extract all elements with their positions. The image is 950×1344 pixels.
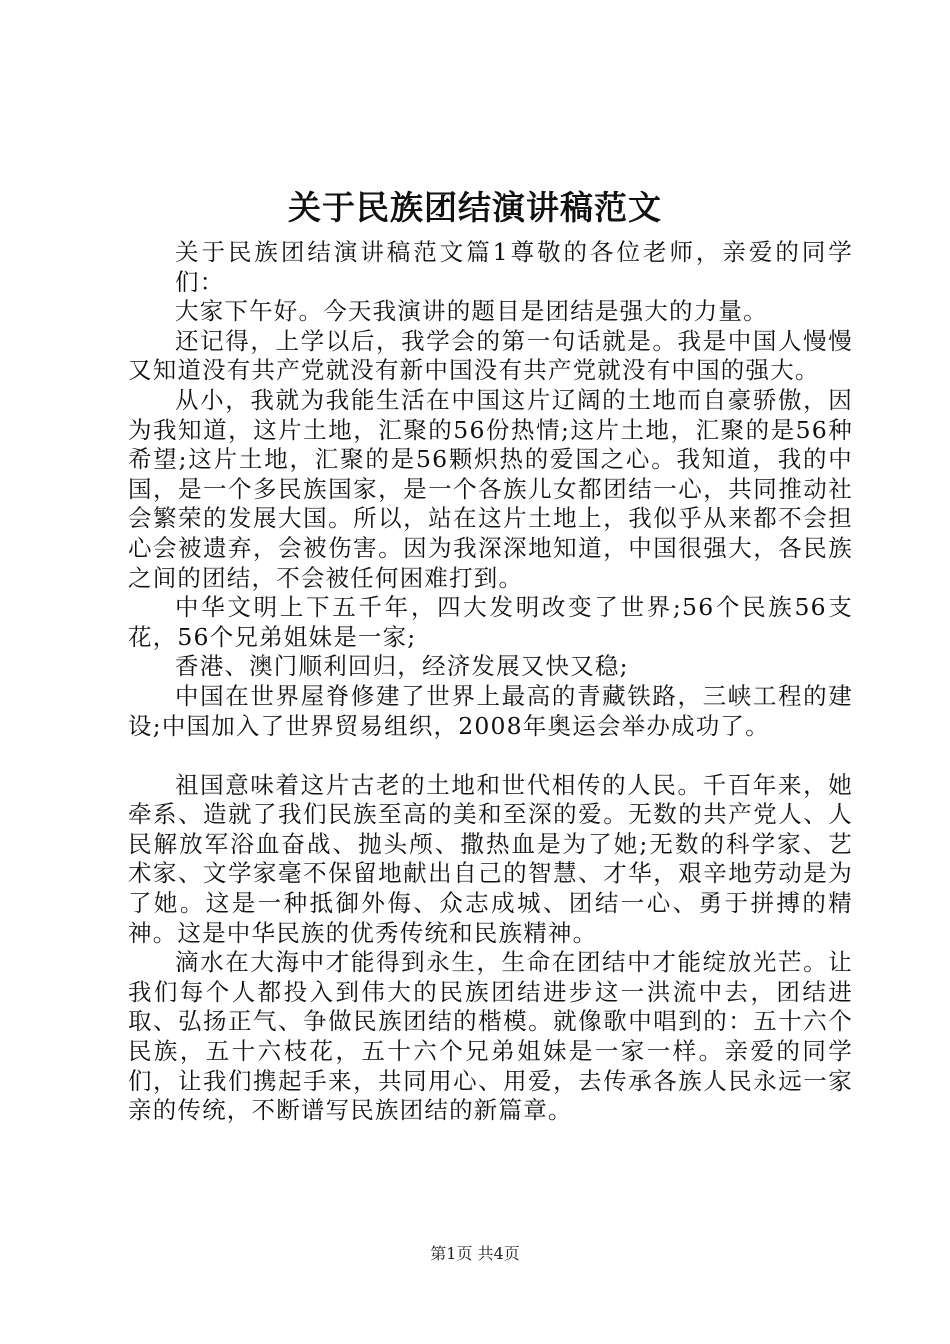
paragraph-salutation: 关于民族团结演讲稿范文篇1尊敬的各位老师，亲爱的同学们： <box>175 238 853 296</box>
paragraph-greeting: 大家下午好。今天我演讲的题目是团结是强大的力量。 <box>175 297 768 326</box>
paragraph-land-pride: 从小，我就为我能生活在中国这片辽阔的土地而自豪骄傲，因为我知道，这片土地，汇聚的56份热情;这片土地，汇聚的是56种希望;这片土地，汇聚的是56颗炽热的爱国之心。我知道，我的中国，是一个多民族国家，是一个各族儿女都团结一心，共同推动社会繁荣的发展大国。所以，站在这片土地上，我似乎从来都不会担心会被遗弃，会被伤害。因为我深深地知道，中国很强大，各民族之间的团结，不会被任何困难打到。 <box>128 385 853 592</box>
paragraph-unity-call: 滴水在大海中才能得到永生，生命在团结中才能绽放光芒。让我们每个人都投入到伟大的民族团结进步这一洪流中去，团结进取、弘扬正气、争做民族团结的楷模。就像歌中唱到的：五十六个民族，五十六枝花，五十六个兄弟姐妹是一家一样。亲爱的同学们，让我们携起手来，共同用心、用爱，去传承各族人民永远一家亲的传统，不断谱写民族团结的新篇章。 <box>128 948 853 1125</box>
paragraph-motherland: 祖国意味着这片古老的土地和世代相传的人民。千百年来，她牵系、造就了我们民族至高的美和至深的爱。无数的共产党人、人民解放军浴血奋战、抛头颅、撒热血是为了她;无数的科学家、艺术家、文学家毫不保留地献出自己的智慧、才华，艰辛地劳动是为了她。这是一种抵御外侮、众志成城、团结一心、勇于拼搏的精神。这是中华民族的优秀传统和民族精神。 <box>128 770 853 947</box>
page-number-footer: 第1页 共4页 <box>430 1244 520 1263</box>
document-title: 关于民族团结演讲稿范文 <box>288 188 662 227</box>
paragraph-civilization: 中华文明上下五千年，四大发明改变了世界;56个民族56支花，56个兄弟姐妹是一家; <box>128 593 853 651</box>
paragraph-achievements: 中国在世界屋脊修建了世界上最高的青藏铁路，三峡工程的建设;中国加入了世界贸易组织，2008年奥运会举办成功了。 <box>128 681 853 740</box>
document-body <box>128 238 853 1126</box>
paragraph-hongkong-macau: 香港、澳门顺利回归，经济发展又快又稳; <box>175 652 629 681</box>
paragraph-first-sentence: 还记得，上学以后，我学会的第一句话就是。我是中国人慢慢又知道没有共产党就没有新中国没有共产党就没有中国的强大。 <box>128 326 853 385</box>
